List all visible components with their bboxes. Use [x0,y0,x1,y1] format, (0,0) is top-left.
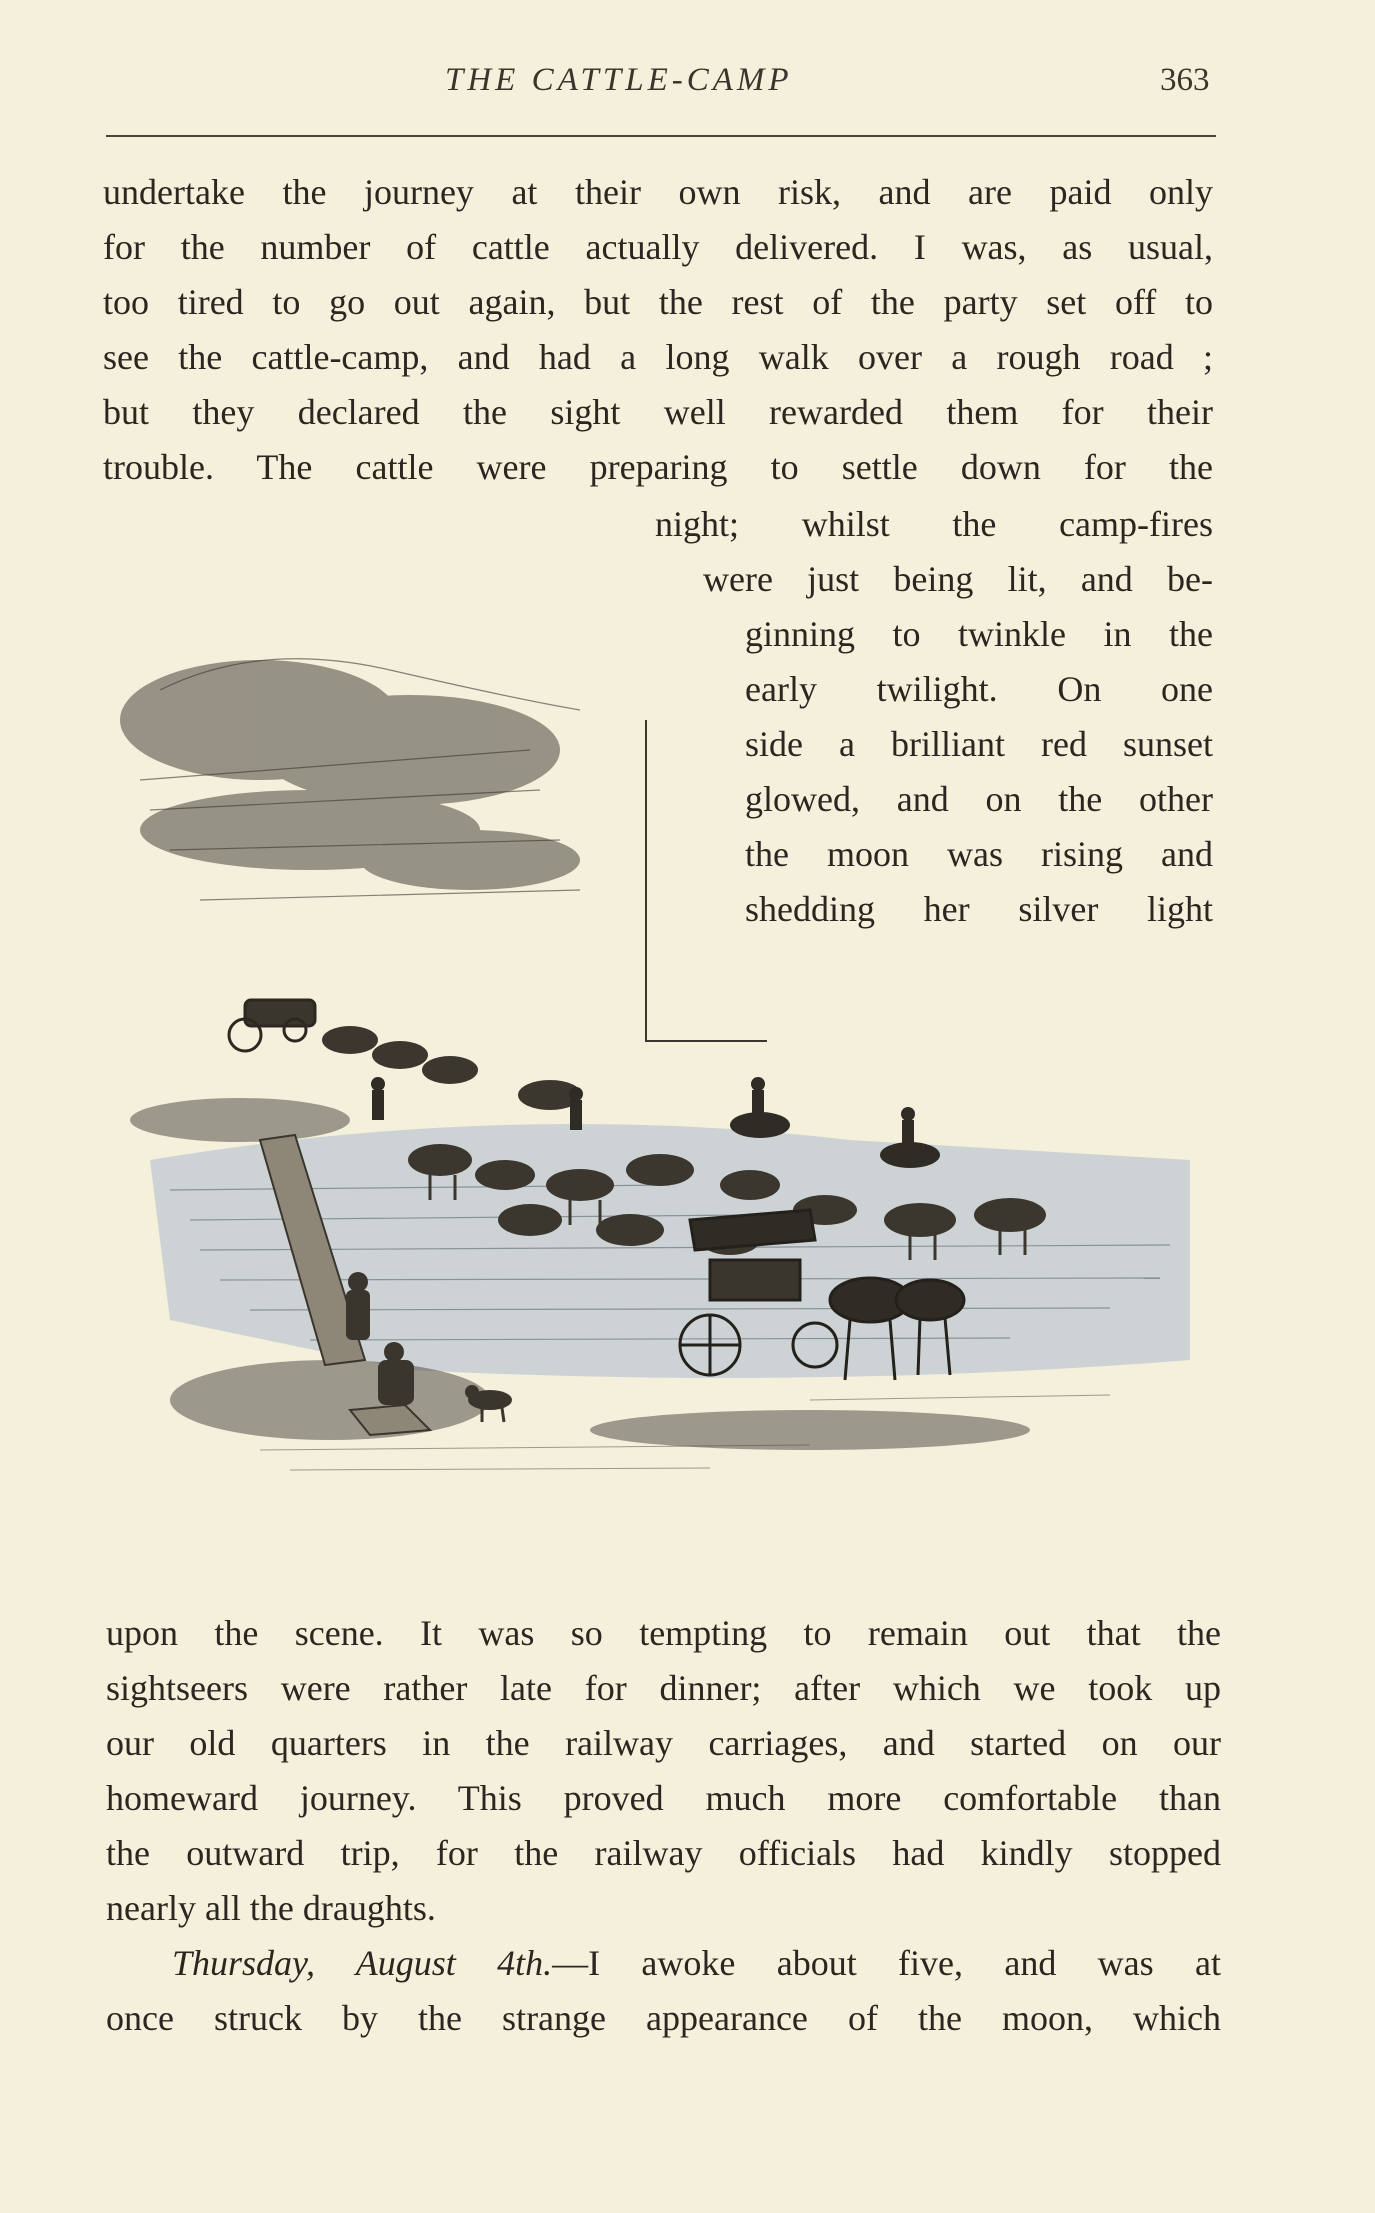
text-line: undertake the journey at their own risk, and are paid only [103,172,1213,212]
foliage [120,660,580,890]
text-line: nearly all the draughts. [106,1888,436,1928]
text-line: our old quarters in the railway carriages, and started on our [106,1723,1221,1763]
text-line: sightseers were rather late for dinner; after which we took up [106,1668,1221,1708]
text-run: —I awoke about five, and was at [552,1943,1221,1983]
text-line: shedding her silver light [745,889,1213,929]
text-line: ginning to twinkle in the [745,614,1213,654]
text-line: but they declared the sight well rewarded them for their [103,392,1213,432]
ox-cart [229,1000,315,1051]
header-rule [106,135,1216,137]
text-line: upon the scene. It was so tempting to remain out that the [106,1613,1221,1653]
text-line: glowed, and on the other [745,779,1213,819]
text-line: early twilight. On one [745,669,1213,709]
date-heading: Thursday, August 4th. [172,1943,553,1983]
text-line: were just being lit, and be- [703,559,1213,599]
text-line: the outward trip, for the railway officials had kindly stopped [106,1833,1221,1873]
text-line [172,1935,1221,1991]
text-line: the moon was rising and [745,834,1213,874]
text-line: night; whilst the camp-fires [655,504,1213,544]
running-title: THE CATTLE-CAMP [445,62,793,98]
text-line: see the cattle-camp, and had a long walk over a rough road ; [103,337,1213,377]
cattle-crossing-illustration [110,600,1200,1500]
text-line: side a brilliant red sunset [745,724,1213,764]
running-head [0,62,1375,112]
text-line: homeward journey. This proved much more comfortable than [106,1778,1221,1818]
text-line: trouble. The cattle were preparing to settle down for the [103,447,1213,487]
text-line: once struck by the strange appearance of the moon, which [106,1998,1221,2038]
page-number: 363 [1160,62,1210,98]
text-line: for the number of cattle actually delivered. I was, as usual, [103,227,1213,267]
text-line: too tired to go out again, but the rest of the party set off to [103,282,1213,322]
